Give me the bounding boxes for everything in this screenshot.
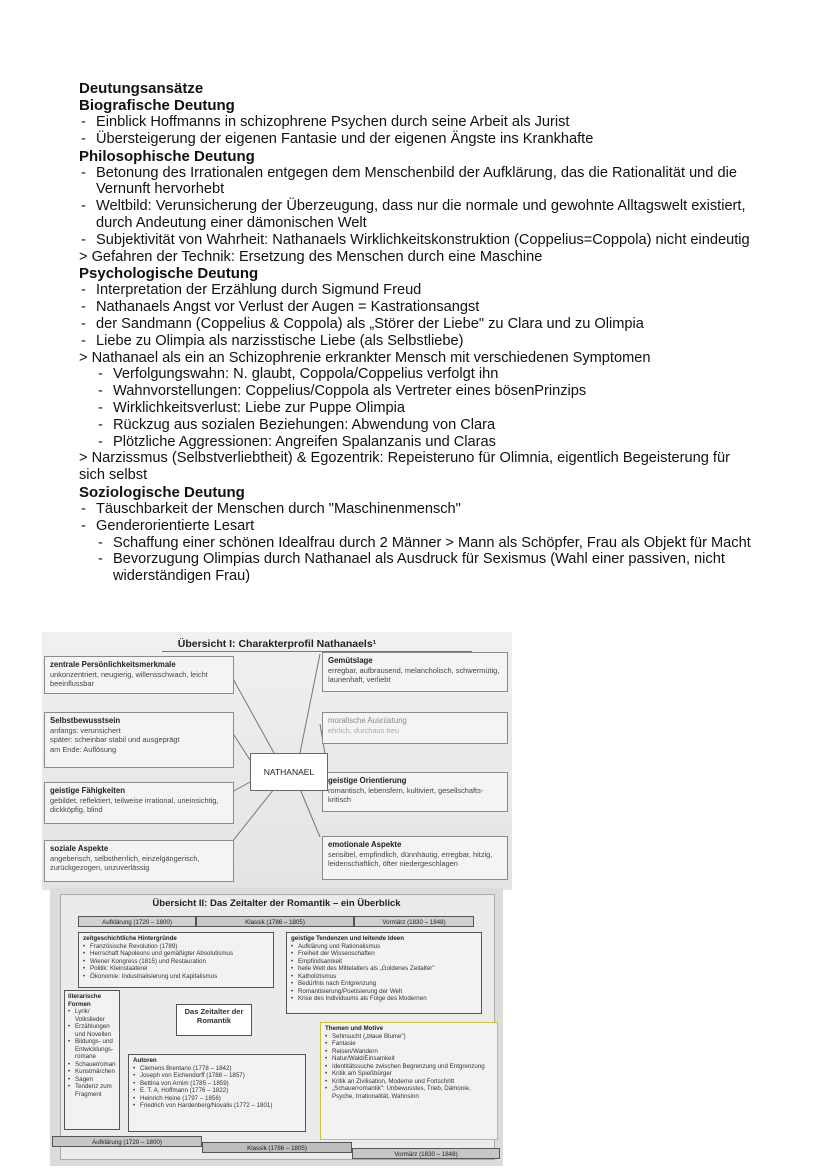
figure2-title: Übersicht II: Das Zeitalter der Romantik – ein Überblick — [152, 898, 401, 909]
note-line: > Gefahren der Technik: Ersetzung des Menschen durch eine Maschine — [79, 248, 543, 265]
formen-list — [68, 1008, 115, 1098]
list-item: • Erzählungen und Novellen — [68, 1023, 115, 1038]
note-line: - Verfolgungswahn: N. glaubt, Coppola/Coppelius verfolgt ihn — [79, 366, 759, 383]
list-item: • Ökonomie: Industrialisierung und Kapitalismus — [83, 973, 269, 981]
box-emotionale-aspekte: emotionale Aspekte sensibel, empfindlich, dünnhäutig, erregbar, hitzig, leidenschaftlich, öfter niedergeschlagen — [322, 836, 508, 880]
center-nathanael: NATHANAEL — [250, 753, 328, 791]
box-geistige-tendenzen: geistige Tendenzen und leitende Ideen • Aufklärung und Rationalismus • Freiheit der Wissenschaften • Empfindsamkeit • heile Welt des Mittelalters als „Goldenes Zeitalter" • Katholizismus • Bedürfnis nach Entgrenzung • Romantisierung/Poetisierung der Welt • Krise des Individuums als Folge des Modernen — [286, 932, 482, 1014]
list-item: • Bettina von Arnim (1785 – 1859) — [133, 1080, 301, 1088]
list-item: • Identitätssuche zwischen Begrenzung und Entgrenzung — [325, 1063, 493, 1071]
section-heading: Soziologische Deutung — [79, 483, 245, 501]
autoren-list — [133, 1065, 301, 1110]
list-item: • Freiheit der Wissenschaften — [291, 950, 477, 958]
list-item: • Romantisierung/Poetisierung der Welt — [291, 988, 477, 996]
era-top-vormaerz: Vormärz (1830 – 1848) — [354, 916, 474, 927]
list-item: • Bedürfnis nach Entgrenzung — [291, 980, 477, 988]
list-item: • Sagen — [68, 1076, 115, 1084]
note-line: - Rückzug aus sozialen Beziehungen: Abwendung von Clara — [79, 417, 759, 434]
list-item: • Politik: Kleinstaaterei — [83, 965, 269, 973]
list-item: • Tendenz zum Fragment — [68, 1083, 115, 1098]
list-item: • Empfindsamkeit — [291, 958, 477, 966]
notes — [79, 80, 759, 585]
list-item: • Kunstmärchen — [68, 1068, 115, 1076]
box-autoren: Autoren • Clemens Brentano (1778 – 1842) • Joseph von Eichendorff (1788 – 1857) • Bettina von Arnim (1785 – 1859) • E. T. A. Hoffmann (1776 – 1822) • Heinrich Heine (1797 – 1856) • Friedrich von Hardenberg/Novalis (1772 – 1801) — [128, 1054, 306, 1132]
note-line: - Genderorientierte Lesart — [79, 518, 759, 535]
list-item: • Katholizismus — [291, 973, 477, 981]
list-item: • Bildungs- und Entwicklungs-romane — [68, 1038, 115, 1061]
list-item: • Clemens Brentano (1778 – 1842) — [133, 1065, 301, 1073]
zeit-list — [83, 943, 269, 981]
section-heading: Philosophische Deutung — [79, 147, 255, 165]
note-line: > Narzissmus (Selbstverliebtheit) & Egozentrik: Repeisteruno für Olimnia, eigentlich Begeisterung für sich selbst — [79, 450, 730, 484]
note-line: > Nathanael als ein an Schizophrenie erkrankter Mensch mit verschiedenen Symptomen — [79, 349, 651, 366]
section-heading: Biografische Deutung — [79, 97, 235, 114]
note-line: - Betonung des Irrationalen entgegen dem Menschenbild der Aufklärung, das die Rationalität und die Vernunft hervorhebt — [79, 165, 759, 199]
note-line: - der Sandmann (Coppelius & Coppola) als „Störer der Liebe" zu Clara und zu Olimpia — [79, 316, 759, 333]
character-profile-figure — [42, 632, 512, 890]
list-item: • Friedrich von Hardenberg/Novalis (1772 – 1801) — [133, 1102, 301, 1110]
geist-list — [291, 943, 477, 1003]
notes-title: Deutungsansätze — [79, 80, 204, 97]
note-line: - Bevorzugung Olimpias durch Nathanael als Ausdruck für Sexismus (Wahl einer passiven, nicht widerständigen Frau) — [79, 551, 759, 585]
note-line: - Einblick Hoffmanns in schizophrene Psychen durch seine Arbeit als Jurist — [79, 114, 759, 131]
note-line: - Schaffung einer schönen Idealfrau durch 2 Männer > Mann als Schöpfer, Frau als Objekt für Macht — [79, 535, 759, 552]
note-line: - Interpretation der Erzählung durch Sigmund Freud — [79, 282, 759, 299]
box-moralische-ausruestung: moralische Ausrüstung ehrlich, durchaus treu — [322, 712, 508, 744]
list-item: • Heinrich Heine (1797 – 1856) — [133, 1095, 301, 1103]
era-bottom-klassik: Klassik (1786 – 1805) — [202, 1142, 352, 1153]
box-zentrale-merkmale: zentrale Persönlichkeitsmerkmale unkonzentriert, neugierig, willensschwach, leicht beeinflussbar — [44, 656, 234, 694]
box-literarische-formen: literarische Formen • Lyrik/ Volkslieder • Erzählungen und Novellen • Bildungs- und Entwicklungs-romane • Schauerroman • Kunstmärchen • Sagen • Tendenz zum Fragment — [64, 990, 120, 1130]
romantik-overview-figure — [50, 888, 503, 1166]
list-item: • Fantasie — [325, 1040, 493, 1048]
list-item: • Französische Revolution (1789) — [83, 943, 269, 951]
note-line: - Plötzliche Aggressionen: Angreifen Spalanzanis und Claras — [79, 434, 759, 451]
box-zeitgeschichte: zeitgeschichtliche Hintergründe • Französische Revolution (1789) • Herrschaft Napoleons und gemäßigter Absolutismus • Wiener Kongress (1815) und Restauration • Politik: Kleinstaaterei • Ökonomie: Industrialisierung und Kapitalismus — [78, 932, 274, 988]
figure1-title: Übersicht I: Charakterprofil Nathanaels¹ — [42, 638, 512, 650]
list-item: • Natur/Wald/Einsamkeit — [325, 1055, 493, 1063]
sections — [79, 97, 759, 585]
note-line: - Wirklichkeitsverlust: Liebe zur Puppe Olimpia — [79, 400, 759, 417]
box-selbstbewusstsein: Selbstbewusstsein anfangs: verunsichert später: scheinbar stabil und ausgeprägt am Ende: Auflösung — [44, 712, 234, 768]
note-line: - Subjektivität von Wahrheit: Nathanaels Wirklichkeitskonstruktion (Coppelius=Coppola) nicht eindeutig — [79, 232, 759, 249]
center-zeitalter: Das Zeitalter der Romantik — [176, 1004, 252, 1036]
list-item: • Aufklärung und Rationalismus — [291, 943, 477, 951]
themen-list — [325, 1033, 493, 1101]
box-geistige-orientierung: geistige Orientierung romantisch, lebensfern, kultiviert, gesellschafts-kritisch — [322, 772, 508, 812]
note-line: - Wahnvorstellungen: Coppelius/Coppola als Vertreter eines bösenPrinzips — [79, 383, 759, 400]
box-geistige-faehigkeiten: geistige Fähigkeiten gebildet, reflektiert, teilweise irrational, uneinsichtig, dickköpfig, blind — [44, 782, 234, 824]
era-top-klassik: Klassik (1786 – 1805) — [196, 916, 354, 927]
note-line: - Nathanaels Angst vor Verlust der Augen = Kastrationsangst — [79, 299, 759, 316]
box-themen-motive: Themen und Motive • Sehnsucht („blaue Blume") • Fantasie • Reisen/Wandern • Natur/Wald/Einsamkeit • Identitätssuche zwischen Begrenzung und Entgrenzung • Kritik am Spießbürger • Kritik an Zivilisation, Moderne und Fortschritt • „Schauerromantik": Unbewusstes, Trieb, Dämonie, Psyche, Irrationalität, Wahnsinn — [320, 1022, 498, 1140]
list-item: • „Schauerromantik": Unbewusstes, Trieb, Dämonie, Psyche, Irrationalität, Wahnsinn — [325, 1085, 493, 1100]
list-item: • Joseph von Eichendorff (1788 – 1857) — [133, 1072, 301, 1080]
list-item: • Lyrik/ Volkslieder — [68, 1008, 115, 1023]
note-line: - Weltbild: Verunsicherung der Überzeugung, dass nur die normale und gewohnte Alltagswelt existiert, durch Andeutung einer dämonischen Welt — [79, 198, 759, 232]
list-item: • E. T. A. Hoffmann (1776 – 1822) — [133, 1087, 301, 1095]
list-item: • heile Welt des Mittelalters als „Goldenes Zeitalter" — [291, 965, 477, 973]
era-bottom-aufklaerung: Aufklärung (1720 – 1800) — [52, 1136, 202, 1147]
box-gemuetslage: Gemütslage erregbar, aufbrausend, melancholisch, schwermütig, launenhaft, verliebt — [322, 652, 508, 692]
list-item: • Wiener Kongress (1815) und Restauration — [83, 958, 269, 966]
section-heading: Psychologische Deutung — [79, 265, 259, 283]
note-line: - Liebe zu Olimpia als narzisstische Liebe (als Selbstliebe) — [79, 333, 759, 350]
list-item: • Krise des Individuums als Folge des Modernen — [291, 995, 477, 1003]
list-item: • Sehnsucht („blaue Blume") — [325, 1033, 493, 1041]
list-item: • Herrschaft Napoleons und gemäßigter Absolutismus — [83, 950, 269, 958]
list-item: • Kritik an Zivilisation, Moderne und Fortschritt — [325, 1078, 493, 1086]
list-item: • Schauerroman — [68, 1061, 115, 1069]
box-soziale-aspekte: soziale Aspekte angeberisch, selbstherrlich, einzelgängerisch, zurückgezogen, unzuverlässig — [44, 840, 234, 882]
era-bottom-vormaerz: Vormärz (1830 – 1848) — [352, 1148, 500, 1159]
note-line: - Täuschbarkeit der Menschen durch "Maschinenmensch" — [79, 501, 759, 518]
list-item: • Kritik am Spießbürger — [325, 1070, 493, 1078]
note-line: - Übersteigerung der eigenen Fantasie und der eigenen Ängste ins Krankhafte — [79, 131, 759, 148]
list-item: • Reisen/Wandern — [325, 1048, 493, 1056]
era-top-aufklaerung: Aufklärung (1720 – 1800) — [78, 916, 196, 927]
